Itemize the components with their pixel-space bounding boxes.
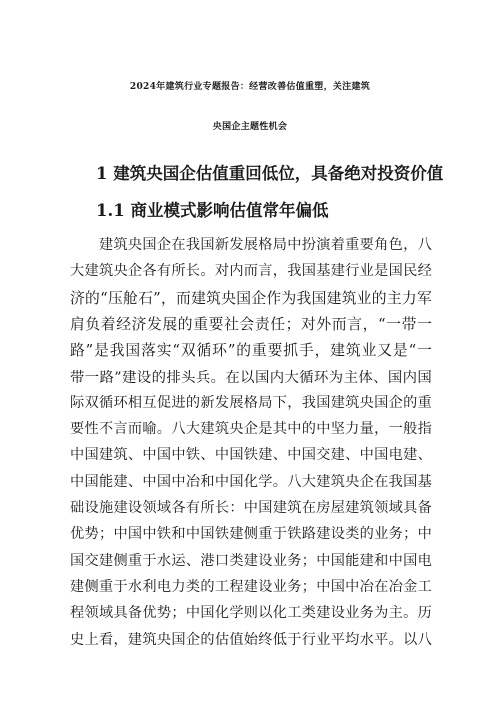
paragraph-line: 建筑央国企在我国新发展格局中扮演着重要角色，八 <box>70 237 432 253</box>
paragraph-line: 程领域具备优势；中国化学则以化工类建设业务为主。历 <box>70 605 432 622</box>
paragraph-line: 建侧重于水利电力类的工程建设业务；中国中冶在冶金工 <box>70 578 432 595</box>
paragraph-line: 要性不言而喻。八大建筑央企是其中的中坚力量，一般指 <box>70 421 432 438</box>
section-heading-1: 1 建筑央国企估值重回低位，具备绝对投资价值 <box>96 164 444 183</box>
paragraph-line: 中国能建、中国中冶和中国化学。八大建筑央企在我国基 <box>70 473 432 490</box>
paragraph-line: 大建筑央企各有所长。对内而言，我国基建行业是国民经 <box>70 263 432 280</box>
document-title-line-2: 央国企主题性机会 <box>212 122 288 132</box>
paragraph-line: 际双循环相互促进的新发展格局下，我国建筑央国企的重 <box>70 394 432 411</box>
document-title-line-1: 2024年建筑行业专题报告：经营改善估值重塑，关注建筑 <box>129 82 371 92</box>
paragraph-line: 础设施建设领域各有所长：中国建筑在房屋建筑领域具备 <box>70 500 432 516</box>
subsection-heading-1-1: 1.1 商业模式影响估值常年偏低 <box>96 201 329 220</box>
paragraph-line: 肩负着经济发展的重要社会责任；对外而言，“一带一 <box>70 315 432 333</box>
paragraph-line: 济的“压舱石”，而建筑央国企作为我国建筑业的主力军 <box>70 289 432 307</box>
paragraph-line: 史上看，建筑央国企的估值始终低于行业平均水平。以八 <box>70 631 432 648</box>
paragraph-line: 国交建侧重于水运、港口类建设业务；中国能建和中国电 <box>70 552 432 569</box>
paragraph-line: 路”是我国落实“双循环”的重要抓手，建筑业又是“一 <box>70 342 432 360</box>
paragraph-line: 中国建筑、中国中铁、中国铁建、中国交建、中国电建、 <box>70 447 432 464</box>
paragraph-line: 带一路”建设的排头兵。在以国内大循环为主体、国内国 <box>70 369 432 386</box>
paragraph-line: 优势；中国中铁和中国铁建侧重于铁路建设类的业务；中 <box>70 526 432 543</box>
